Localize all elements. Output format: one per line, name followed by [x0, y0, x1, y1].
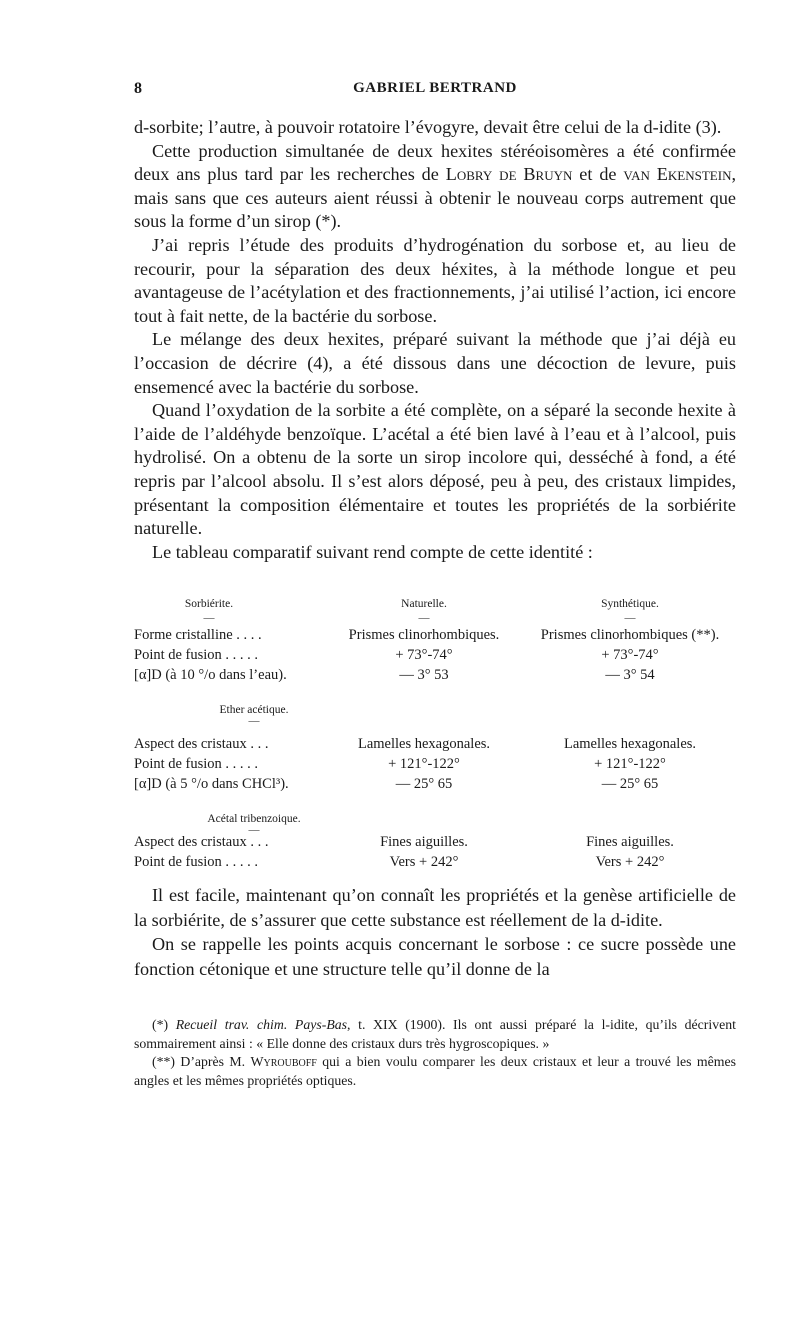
paragraph-1: d-sorbite; l’autre, à pouvoir rotatoire l’évogyre, devait être celui de la d-idite (3). [134, 117, 722, 137]
running-head: GABRIEL BERTRAND [353, 80, 517, 96]
author-van-ekenstein: van Ekenstein [623, 164, 732, 185]
table-row [134, 852, 736, 872]
row-natural-value: Prismes clinorhombiques. [348, 627, 500, 643]
footnote-1-text: , t. XIX (1900). Ils ont aussi préparé la l-idite, qu’ils décrivent sommairement ainsi : « Elle donne des cristaux durs très hygroscopiques. » [134, 1017, 736, 1051]
footnote-2-part-b: qui a bien voulu comparer les deux cristaux et leur a trouvé les mêmes angles et les mêmes propriétés optiques. [134, 1054, 736, 1088]
row-synthetic-value: — 3° 54 [605, 667, 655, 683]
paragraph-8: On se rappelle les points acquis concernant le sorbose : ce sucre possède une fonction cétonique et une structure telle qu’il donne de la [134, 934, 736, 979]
footnote-2 [134, 1053, 736, 1090]
row-natural-value: Fines aiguilles. [380, 834, 468, 850]
table-row [134, 754, 736, 774]
paragraph-4: Le mélange des deux hexites, préparé suivant la méthode que j’ai déjà eu l’occasion de décrire (4), a été dissous dans une décoction de levure, puis ensemencé avec la bactérie du sorbose. [134, 329, 736, 397]
paragraph-5: Quand l’oxydation de la sorbite a été complète, on a séparé la seconde hexite à l’aide de l’aldéhyde benzoïque. L’acétal a été bien lavé à l’eau et à l’alcool, puis hydrolisé. On a obtenu de la sorte un sirop incolore qui, desséché à fond, a été repris par l’alcool absolu. Il s’est alors déposé, peu à peu, des cristaux limpides, présentant la composition élémentaire et toutes les propriétés de la sorbiérite naturelle. [134, 400, 736, 539]
col-header-dash: — [418, 612, 430, 624]
paragraph-2 [134, 140, 736, 234]
body-text [134, 116, 736, 564]
footnote-1-mark: (*) [152, 1017, 176, 1032]
row-natural-value: — 3° 53 [399, 667, 449, 683]
row-natural-value: Lamelles hexagonales. [357, 736, 491, 752]
footnote-2-part-a: (**) D’après M. [152, 1054, 251, 1069]
col-header-dash: — [624, 612, 636, 624]
table-row [134, 665, 736, 685]
footnotes [134, 1016, 736, 1090]
paragraph-7: Il est facile, maintenant qu’on connaît les propriétés et la genèse artificielle de la sorbiérite, de s’assurer que cette substance est réellement de la d-idite. [134, 885, 736, 930]
row-label: Point de fusion . . . . . [134, 756, 259, 772]
footnote-1 [134, 1016, 736, 1053]
row-label: [α]D (à 10 °/o dans l’eau). [134, 667, 287, 683]
table-row [134, 645, 736, 665]
row-natural-value: — 25° 65 [395, 776, 453, 792]
table-row [134, 734, 736, 754]
table-row [134, 774, 736, 794]
col-header-naturelle: Naturelle. [401, 598, 447, 610]
row-synthetic-value: — 25° 65 [601, 776, 659, 792]
row-natural-value: + 73°-74° [395, 647, 453, 663]
paragraph-2-part-a: Cette production simultanée de deux hexites stéréoisomères a été confirmée deux ans plus tard par les recherches de [134, 140, 736, 185]
row-synthetic-value: Lamelles hexagonales. [563, 736, 697, 752]
author-lobry-de-bruyn: Lobry de Bruyn [445, 164, 573, 185]
section-title-dash: — [248, 715, 260, 727]
table-row [134, 832, 736, 852]
author-wyrouboff: Wyrouboff [250, 1054, 317, 1069]
section-title-text: Acétal tribenzoique. [207, 813, 301, 825]
row-natural-value: Vers + 242° [389, 854, 459, 870]
row-label: Aspect des cristaux . . . [134, 834, 269, 850]
col-header-dash: — [203, 612, 215, 624]
row-label: Forme cristalline . . . . [134, 627, 262, 643]
table-row [134, 625, 736, 645]
section-title-text: Ether acétique. [219, 704, 289, 716]
col-header-synthetique: Synthétique. [601, 598, 659, 610]
row-synthetic-value: Vers + 242° [595, 854, 665, 870]
section-title-ether-acetique [134, 704, 374, 726]
row-natural-value: + 121°-122° [388, 756, 460, 772]
row-label: [α]D (à 5 °/o dans CHCl³). [134, 776, 289, 792]
row-synthetic-value: Prismes clinorhombiques (**). [540, 627, 720, 643]
paragraph-2-part-b: et de [572, 164, 624, 185]
comparison-table [134, 598, 736, 868]
paragraph-3: J’ai repris l’étude des produits d’hydrogénation du sorbose et, au lieu de recourir, pour la séparation des deux héxites, à la méthode longue et peu avantageuse de l’acétylation et des fractionnements, j’ai utilisé l’action, ici encore tout à fait nette, de la bactérie du sorbose. [134, 234, 736, 326]
section-title-dash: — [248, 824, 260, 836]
row-label: Point de fusion . . . . . [134, 647, 259, 663]
row-synthetic-value: + 121°-122° [594, 756, 666, 772]
row-synthetic-value: Fines aiguilles. [586, 834, 674, 850]
page-header [134, 80, 736, 102]
footnote-1-source: Recueil trav. chim. Pays-Bas [175, 1017, 348, 1032]
paragraph-2-part-c: , mais sans que ces auteurs aient réussi à obtenir le nouveau corps autrement que sous la forme d’un sirop (*). [134, 164, 737, 232]
page-number: 8 [134, 80, 142, 97]
row-label: Aspect des cristaux . . . [134, 736, 269, 752]
col-header-sorbierite: Sorbiérite. [184, 598, 234, 610]
row-label: Point de fusion . . . . . [134, 854, 259, 870]
paragraph-6: Le tableau comparatif suivant rend compte de cette identité : [152, 541, 593, 562]
row-synthetic-value: + 73°-74° [601, 647, 659, 663]
body-text-after-table [134, 883, 736, 981]
